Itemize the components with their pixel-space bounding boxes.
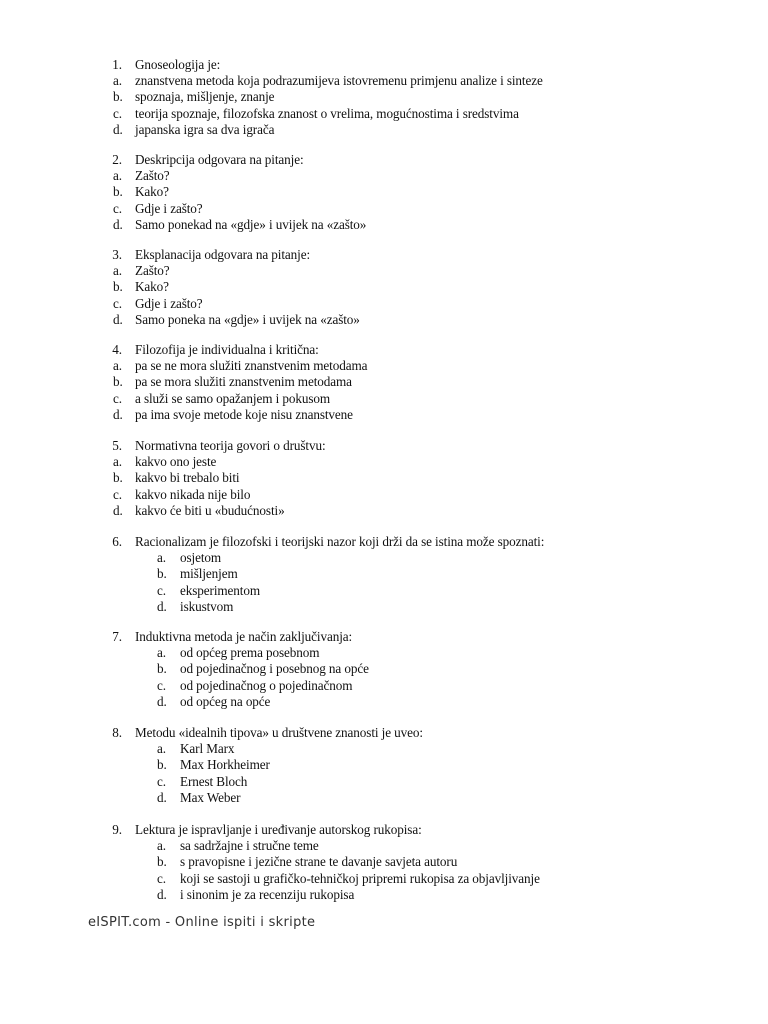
question-number: 1. [112,57,122,72]
option-letter: b. [157,757,167,772]
option-letter: a. [157,838,166,853]
option-text: a služi se samo opažanjem i pokusom [135,391,331,406]
question-text: Eksplanacija odgovara na pitanje: [135,247,311,262]
option-letter: a. [157,741,166,756]
question-number: 7. [112,629,122,644]
question-text: Induktivna metoda je način zaključivanja: [135,629,353,644]
option-letter: b. [113,279,123,294]
option-text: pa ima svoje metode koje nisu znanstvene [135,407,353,422]
option-letter: d. [157,790,167,805]
option-text: Kako? [135,279,169,294]
option-letter: d. [113,407,123,422]
option-letter: c. [157,583,166,598]
option-text: sa sadržajne i stručne teme [180,838,319,853]
option-letter: a. [113,454,122,469]
question-number: 2. [112,152,122,167]
option-text: od pojedinačnog o pojedinačnom [180,678,353,693]
option-letter: a. [113,168,122,183]
option-letter: d. [113,122,123,137]
option-letter: b. [157,854,167,869]
option-letter: c. [113,391,122,406]
question-number: 8. [112,725,122,740]
question-text: Racionalizam je filozofski i teorijski nazor koji drži da se istina može spoznati: [135,534,545,549]
option-text: od općeg na opće [180,694,271,709]
option-letter: b. [157,661,167,676]
question-number: 4. [112,342,122,357]
option-letter: c. [113,201,122,216]
option-text: od općeg prema posebnom [180,645,320,660]
option-letter: c. [157,774,166,789]
option-letter: d. [157,599,167,614]
option-letter: c. [113,296,122,311]
option-text: Samo poneka na «gdje» i uvijek na «zašto» [135,312,360,327]
question-text: Lektura je ispravljanje i uređivanje autorskog rukopisa: [135,822,422,837]
question-text: Normativna teorija govori o društvu: [135,438,326,453]
question-number: 9. [112,822,122,837]
option-letter: a. [157,645,166,660]
option-letter: d. [113,217,123,232]
option-letter: c. [113,106,122,121]
option-text: Zašto? [135,263,170,278]
option-text: Zašto? [135,168,170,183]
question-number: 5. [112,438,122,453]
option-letter: b. [113,89,123,104]
option-text: Max Horkheimer [180,757,270,772]
option-text: kakvo nikada nije bilo [135,487,251,502]
option-letter: d. [113,312,123,327]
option-text: Gdje i zašto? [135,201,203,216]
option-text: pa se ne mora služiti znanstvenim metodama [135,358,368,373]
option-letter: b. [113,184,123,199]
option-letter: b. [113,470,123,485]
option-letter: a. [113,263,122,278]
option-text: kakvo ono jeste [135,454,217,469]
option-text: od pojedinačnog i posebnog na opće [180,661,369,676]
option-letter: a. [113,358,122,373]
option-letter: a. [157,550,166,565]
option-text: osjetom [180,550,222,565]
option-text: japanska igra sa dva igrača [135,122,275,137]
question-text: Deskripcija odgovara na pitanje: [135,152,304,167]
option-letter: b. [113,374,123,389]
option-letter: d. [157,887,167,902]
option-letter: d. [157,694,167,709]
option-letter: c. [113,487,122,502]
question-text: Gnoseologija je: [135,57,221,72]
option-text: iskustvom [180,599,234,614]
question-number: 3. [112,247,122,262]
option-text: Max Weber [180,790,241,805]
option-letter: b. [157,566,167,581]
option-text: koji se sastoji u grafičko-tehničkoj pripremi rukopisa za objavljivanje [180,871,540,886]
option-text: teorija spoznaje, filozofska znanost o vrelima, mogućnostima i sredstvima [135,106,519,121]
footer-watermark: eISPIT.com - Online ispiti i skripte [88,915,316,930]
option-text: kakvo bi trebalo biti [135,470,240,485]
option-text: Ernest Bloch [180,774,248,789]
option-text: Gdje i zašto? [135,296,203,311]
question-text: Metodu «idealnih tipova» u društvene znanosti je uveo: [135,725,423,740]
option-text: kakvo će biti u «budućnosti» [135,503,285,518]
option-letter: d. [113,503,123,518]
option-text: spoznaja, mišljenje, znanje [135,89,275,104]
question-text: Filozofija je individualna i kritična: [135,342,319,357]
option-letter: a. [113,73,122,88]
option-text: s pravopisne i jezične strane te davanje savjeta autoru [180,854,458,869]
question-number: 6. [112,534,122,549]
option-text: znanstvena metoda koja podrazumijeva istovremenu primjenu analize i sinteze [135,73,543,88]
option-text: i sinonim je za recenziju rukopisa [180,887,355,902]
option-text: pa se mora služiti znanstvenim metodama [135,374,352,389]
option-letter: c. [157,678,166,693]
option-text: Samo ponekad na «gdje» i uvijek na «zašto» [135,217,367,232]
option-text: eksperimentom [180,583,261,598]
option-letter: c. [157,871,166,886]
option-text: Kako? [135,184,169,199]
option-text: Karl Marx [180,741,235,756]
option-text: mišljenjem [180,566,238,581]
